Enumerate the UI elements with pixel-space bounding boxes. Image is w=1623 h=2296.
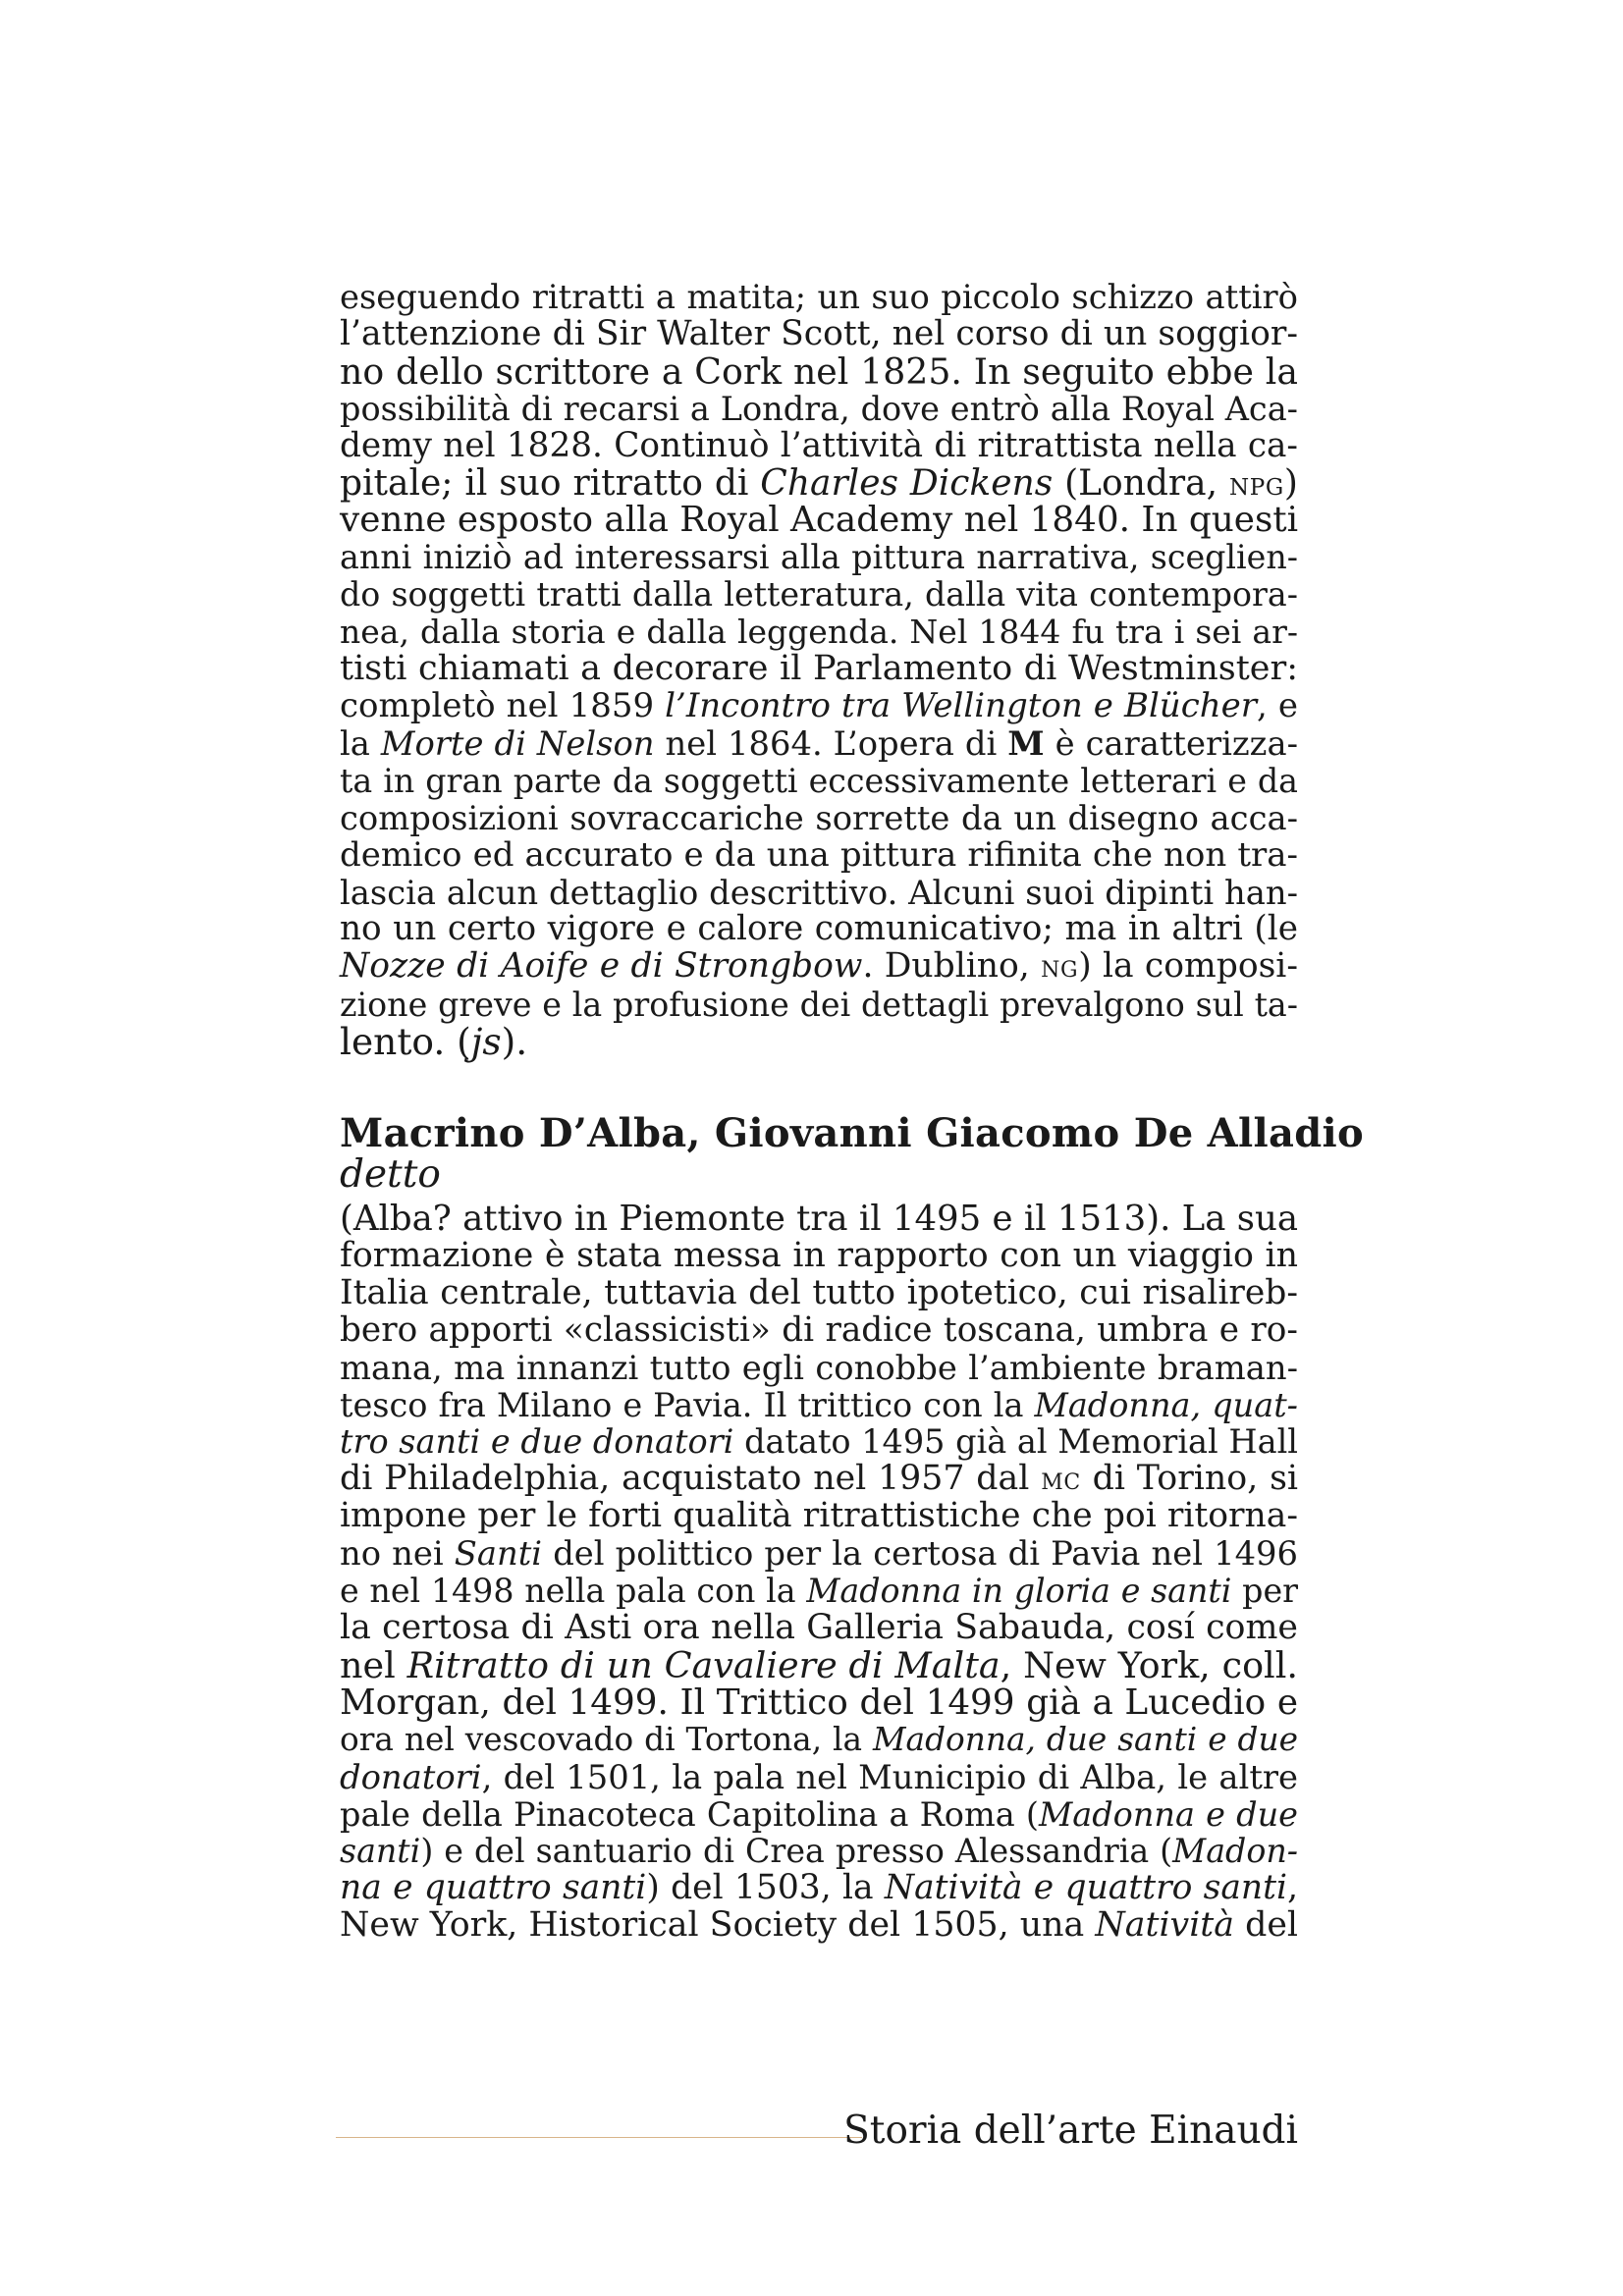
text-line: pale della Pinacoteca Capitolina a Roma (Madonna e due xyxy=(340,1794,1298,1834)
artwork-title: Charles Dickens xyxy=(760,462,1054,504)
text-line: impone per le forti qualità ritrattistiche che poi ritorna- xyxy=(340,1496,1298,1536)
text-line: demico ed accurato e da una pittura rifinita che non tra- xyxy=(340,834,1298,875)
text-line: pitale; il suo ritratto di Charles Dickens (Londra, npg) xyxy=(340,462,1298,504)
artwork-title: donatori xyxy=(340,1757,482,1796)
text-line: possibilità di recarsi a Londra, dove entrò alla Royal Aca- xyxy=(340,389,1298,428)
entry-heading-sub: detto xyxy=(340,1152,441,1198)
entry-initial: M xyxy=(1007,722,1045,763)
text-line: l’attenzione di Sir Walter Scott, nel corso di un soggior- xyxy=(340,313,1298,353)
artwork-title: santi xyxy=(340,1832,421,1871)
text-line: Morgan, del 1499. Il Trittico del 1499 già a Lucedio e xyxy=(340,1682,1298,1723)
text-line: demy nel 1828. Continuò l’attività di ritrattista nella ca- xyxy=(340,425,1298,465)
text-line: anni iniziò ad interessarsi alla pittura narrativa, sceglien- xyxy=(340,538,1298,577)
artwork-title: Natività xyxy=(1095,1905,1234,1946)
artwork-title: Morte di Nelson xyxy=(380,723,655,763)
text-line: nel Ritratto di un Cavaliere di Malta, New York, coll. xyxy=(340,1643,1299,1686)
artwork-title: tro santi e due donatori xyxy=(340,1422,734,1462)
artwork-title: Santi xyxy=(454,1534,543,1574)
artwork-title: Natività e quattro santi xyxy=(884,1868,1288,1908)
text-line: lascia alcun dettaglio descrittivo. Alcuni suoi dipinti han- xyxy=(340,873,1298,912)
artwork-title: Madonna in gloria e santi xyxy=(806,1572,1232,1611)
text-line: e nel 1498 nella pala con la Madonna in gloria e santi per xyxy=(340,1572,1299,1611)
text-line: no dello scrittore a Cork nel 1825. In seguito ebbe la xyxy=(340,349,1298,393)
artwork-title: Madonna e due xyxy=(1038,1794,1298,1834)
artwork-title: l’Incontro tra Wellington e Blücher xyxy=(665,685,1258,725)
text-line: ora nel vescovado di Tortona, la Madonna, due santi e due xyxy=(340,1720,1298,1758)
entry-heading: Macrino D’Alba, Giovanni Giacomo De Alladio xyxy=(340,1110,1364,1157)
text-line: la Morte di Nelson nel 1864. L’opera di M è caratterizza- xyxy=(340,722,1298,763)
text-line: donatori, del 1501, la pala nel Municipio di Alba, le altre xyxy=(340,1757,1298,1796)
page-body xyxy=(340,278,1364,1946)
artwork-title: Ritratto di un Cavaliere di Malta xyxy=(406,1643,1001,1686)
museum-abbr: mc xyxy=(1041,1460,1081,1498)
text-line: Nozze di Aoife e di Strongbow. Dublino, ng) la composi- xyxy=(340,946,1298,987)
text-line: di Philadelphia, acquistato nel 1957 dal mc di Torino, si xyxy=(340,1459,1299,1499)
text-line: composizioni sovraccariche sorrette da un disegno acca- xyxy=(340,798,1298,837)
text-line: eseguendo ritratti a matita; un suo piccolo schizzo attirò xyxy=(340,278,1298,316)
text-line: ta in gran parte da soggetti eccessivamente letterari e da xyxy=(340,761,1298,800)
text-line: tesco fra Milano e Pavia. Il trittico con la Madonna, quat- xyxy=(340,1385,1298,1424)
text-line: no nei Santi del polittico per la certosa di Pavia nel 1496 xyxy=(340,1534,1298,1574)
artwork-title: na e quattro santi xyxy=(340,1868,647,1908)
text-line: (Alba? attivo in Piemonte tra il 1495 e il 1513). La sua xyxy=(340,1199,1298,1240)
text-line: no un certo vigore e calore comunicativo; ma in altri (le xyxy=(340,909,1298,949)
previous-entry-text xyxy=(340,278,1299,1064)
footer-title: Storia dell’arte Einaudi xyxy=(843,2109,1298,2153)
text-line: tro santi e due donatori datato 1495 già al Memorial Hall xyxy=(340,1422,1298,1462)
artwork-title: Madon- xyxy=(1172,1832,1298,1871)
text-line: tisti chiamati a decorare il Parlamento di Westminster: xyxy=(340,649,1298,689)
museum-abbr: ng xyxy=(1041,949,1079,986)
text-line: formazione è stata messa in rapporto con un viaggio in xyxy=(340,1235,1298,1275)
text-line: zione greve e la profusione dei dettagli prevalgono sul ta- xyxy=(340,986,1298,1025)
text-line: mana, ma innanzi tutto egli conobbe l’ambiente braman- xyxy=(340,1348,1298,1387)
text-line: New York, Historical Society del 1505, una Natività del xyxy=(340,1905,1299,1946)
artwork-title: Madonna, quat- xyxy=(1034,1385,1298,1424)
artwork-title: Madonna, due santi e due xyxy=(873,1720,1298,1758)
entry-text xyxy=(340,1201,1298,1945)
text-line: venne esposto alla Royal Academy nel 1840. In questi xyxy=(340,500,1299,541)
text-line: santi) e del santuario di Crea presso Alessandria (Madon- xyxy=(340,1832,1298,1871)
museum-abbr: npg xyxy=(1228,463,1284,503)
text-line: na e quattro santi) del 1503, la Natività e quattro santi, xyxy=(340,1868,1299,1908)
artwork-title: Nozze di Aoife e di Strongbow xyxy=(340,946,863,987)
text-line: lento. (js). xyxy=(340,1020,528,1064)
text-line: nea, dalla storia e dalla leggenda. Nel 1844 fu tra i sei ar- xyxy=(340,613,1298,652)
footer-divider xyxy=(336,2137,862,2138)
text-line: do soggetti tratti dalla letteratura, dalla vita contempora- xyxy=(340,575,1298,614)
text-line: completò nel 1859 l’Incontro tra Wellington e Blücher, e xyxy=(340,685,1298,725)
text-line: bero apporti «classicisti» di radice toscana, umbra e ro- xyxy=(340,1309,1298,1350)
text-line: la certosa di Asti ora nella Galleria Sabauda, cosí come xyxy=(340,1608,1298,1647)
text-line: Italia centrale, tuttavia del tutto ipotetico, cui risalireb- xyxy=(340,1272,1298,1312)
author-signature: js xyxy=(470,1020,502,1064)
